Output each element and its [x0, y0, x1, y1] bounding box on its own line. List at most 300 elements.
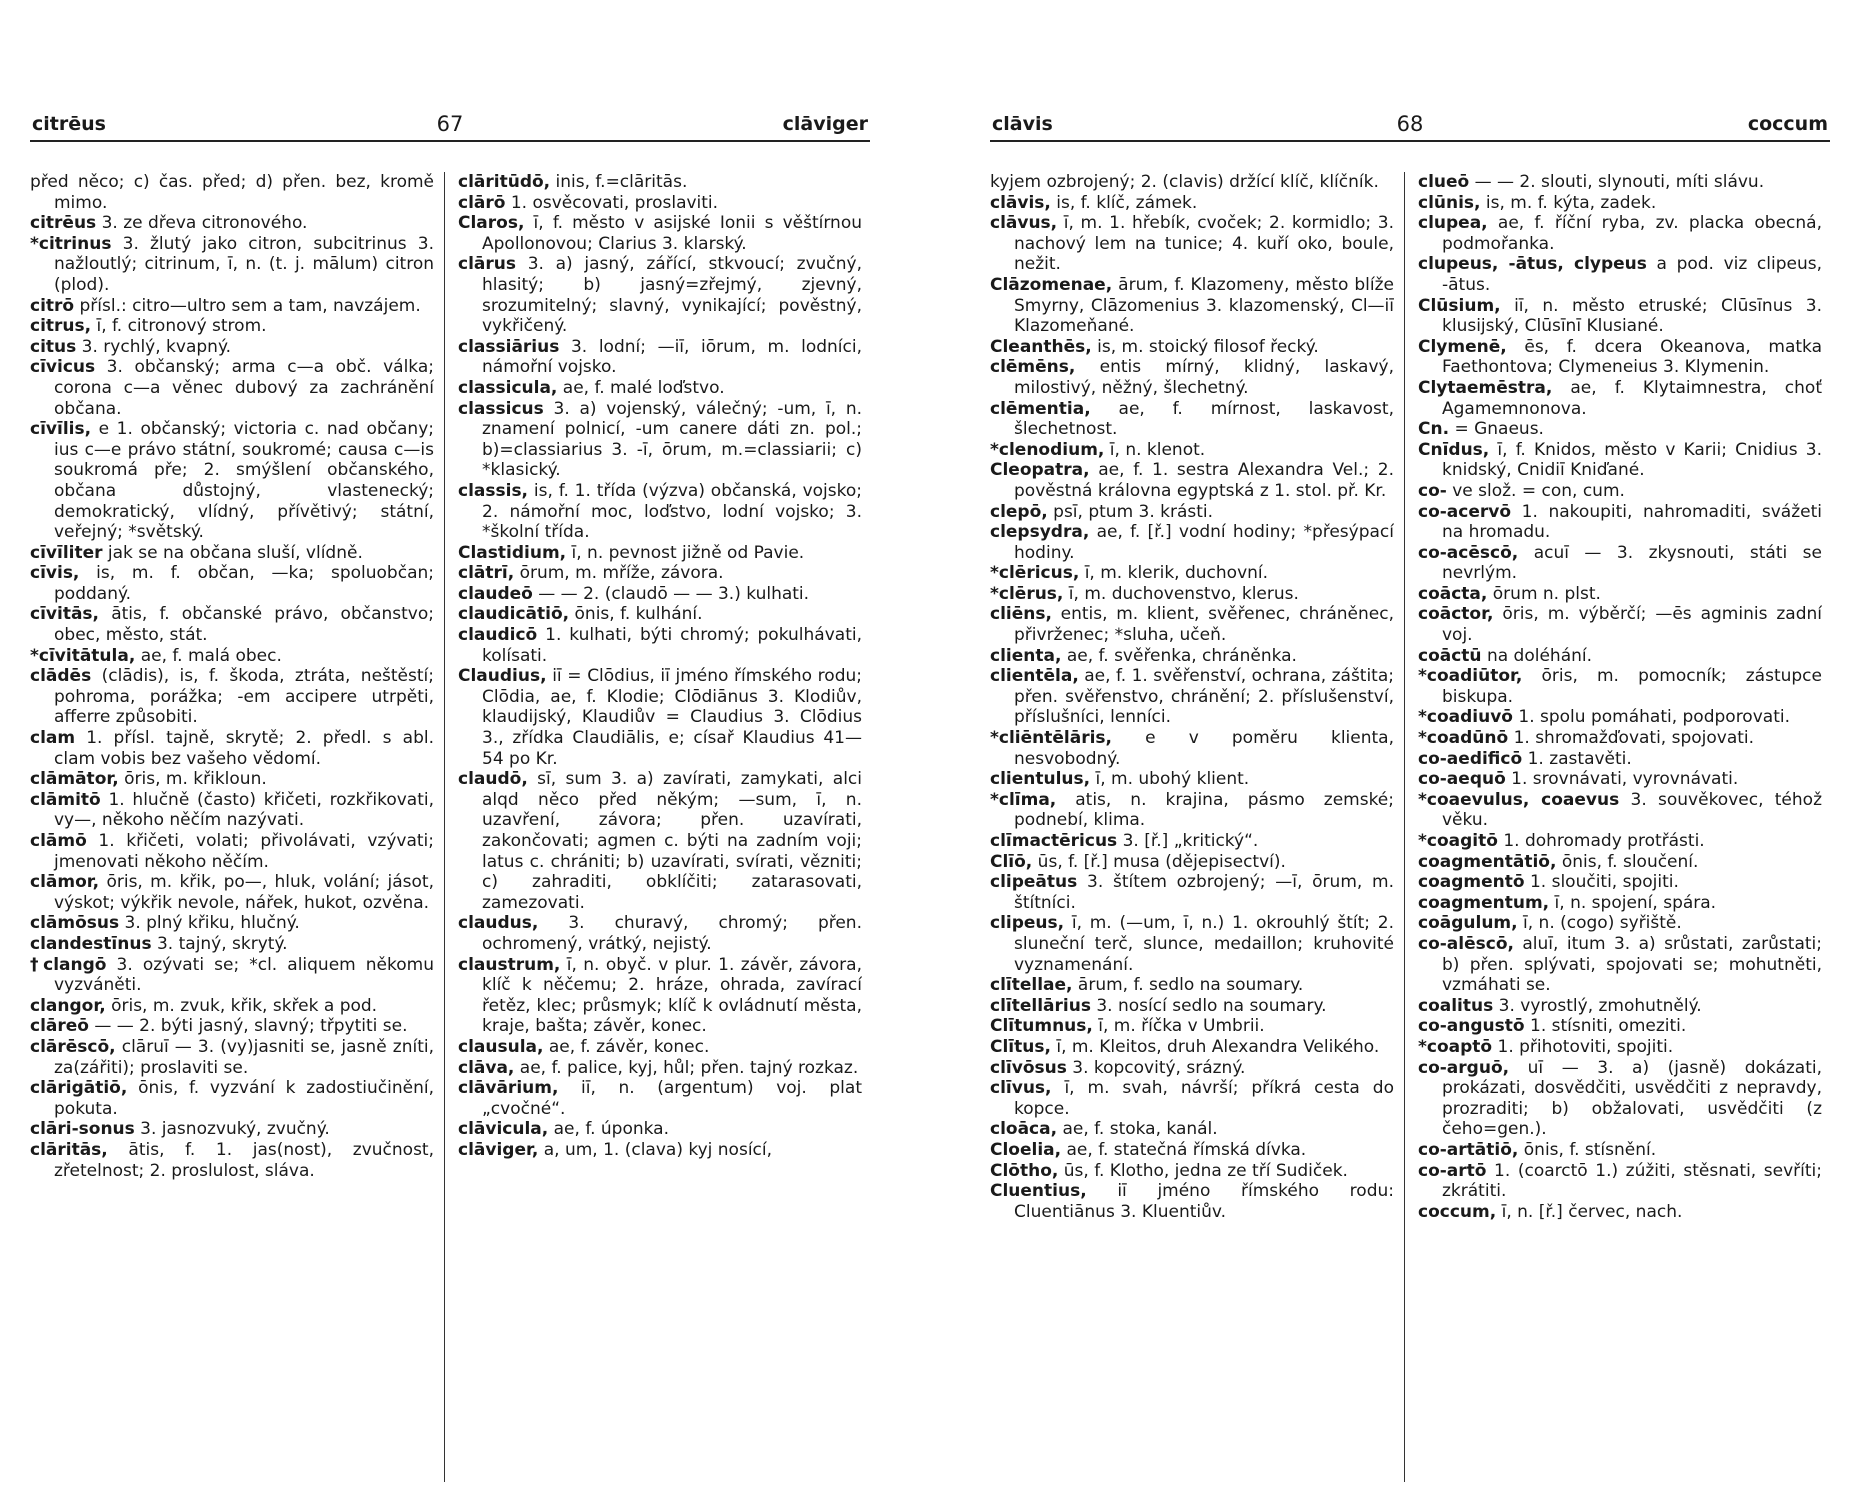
definition: ōris, m. pomocník; zástupce biskupa. [1442, 666, 1822, 707]
headword: clausula, [458, 1036, 544, 1057]
definition: 3. ozývati se; *cl. aliquem někomu vyzváněti. [54, 954, 434, 996]
dictionary-entry [30, 1078, 434, 1119]
dictionary-entry [458, 769, 862, 913]
headword: coalitus [1418, 995, 1494, 1016]
dictionary-entry [458, 172, 862, 193]
dictionary-entry [30, 1140, 434, 1181]
headword: clientulus, [990, 769, 1091, 790]
headword: Clūsium, [1418, 295, 1501, 316]
definition: sī, sum 3. a) zavírati, zamykati, alci alqd něco před někým; —sum, ī, n. uzavření, závora; přen. uzavírati, zakončovati; agmen c. býti na zadním voji; latus c. chrániti; b) uzavírati, svírati, vězniti; c) zahraditi, obklíčiti; zatarasovati, zamezovati. [482, 769, 862, 913]
definition: uī — 3. a) (jasně) dokázati, prokázati, dosvědčiti, usvědčiti z nepravdy, prozraditi; b) obžalovati, usvědčiti (z čeho=gen.). [1442, 1057, 1822, 1140]
definition: ēs, f. dcera Okeanova, matka Faethontova; Clymeneius 3. Klymenin. [1442, 336, 1822, 378]
dictionary-entry [458, 543, 862, 564]
dictionary-entry [1418, 872, 1822, 893]
dictionary-entry [458, 378, 862, 399]
definition: přísl.: citro—ultro sem a tam, navzájem. [74, 295, 421, 316]
dictionary-entry [990, 1161, 1394, 1182]
definition: ī, m. svah, návrší; příkrá cesta do kopce. [1014, 1078, 1394, 1119]
definition: ae, f. malé loďstvo. [557, 377, 725, 398]
dictionary-entry [30, 934, 434, 955]
headword: claudō, [458, 769, 528, 790]
headword: classis, [458, 480, 529, 501]
headword: co-alēscō, [1418, 933, 1514, 954]
definition: 1. přihotoviti, spojiti. [1492, 1036, 1674, 1057]
headword: *coadiuvō [1418, 707, 1513, 728]
dictionary-entry [990, 996, 1394, 1017]
column-right [1418, 172, 1822, 1482]
definition: 3. a) jasný, zářící, stkvoucí; zvučný, hlasitý; b) jasný=zřejmý, zjevný, srozumitelný; slavný, vynikající; pověstný, vykřičený. [482, 254, 862, 337]
headword: claudus, [458, 913, 539, 934]
headword: classicus [458, 398, 544, 419]
definition: ī, n. klenot. [1104, 439, 1206, 460]
headword: Cluentius, [990, 1181, 1087, 1202]
headword: coagmentātiō, [1418, 851, 1557, 872]
headword: co-artō [1418, 1160, 1487, 1181]
headword: Cloelia, [990, 1139, 1062, 1160]
headword: Clastidium, [458, 542, 567, 563]
dictionary-entry [30, 790, 434, 831]
headword: clātrī, [458, 563, 515, 584]
dictionary-entry [30, 955, 434, 996]
dictionary-entry [458, 337, 862, 378]
definition: ae, f. závěr, konec. [543, 1036, 710, 1057]
headword: claudicō [458, 625, 538, 646]
dictionary-entry [1418, 543, 1822, 584]
definition: is, f. 1. třída (výzva) občanská, vojsko; 2. námořní moc, loďstvo, lodní vojsko; 3. *školní třída. [482, 480, 862, 543]
headword: clāmor, [30, 872, 100, 893]
definition: inis, f.=clāritās. [550, 172, 688, 192]
headword: claudeō [458, 583, 533, 604]
dictionary-entry [30, 646, 434, 667]
dictionary-entry [1418, 707, 1822, 728]
dictionary-entry [458, 666, 862, 769]
column-left [30, 172, 434, 1482]
headword: clīvus, [990, 1078, 1052, 1099]
headword: clandestīnus [30, 933, 152, 954]
definition: ī, m. 1. hřebík, cvoček; 2. kormidlo; 3. nachový lem na tunice; 4. kuří oko, boule, nežit. [1014, 213, 1394, 275]
dictionary-entry [1418, 749, 1822, 770]
dictionary-entry [990, 646, 1394, 667]
definition: a, um, 1. (clava) kyj nosící, [538, 1139, 773, 1160]
headword: clāritās, [30, 1139, 108, 1160]
running-head [990, 110, 1830, 142]
definition: ae, f. úponka. [548, 1119, 669, 1140]
headword: clāmātor, [30, 769, 119, 790]
guide-word-last: coccum [1747, 113, 1828, 135]
dictionary-entry [458, 1058, 862, 1079]
headword: *coadiūtor, [1418, 666, 1523, 687]
definition: aluī, itum 3. a) srůstati, zarůstati; b) přen. splývati, spojovati se; mohutněti, vzmáhati se. [1442, 933, 1822, 996]
definition: jak se na občana sluší, vlídně. [102, 542, 363, 563]
dictionary-entry [458, 625, 862, 666]
definition: 3. rychlý, kvapný. [76, 336, 231, 357]
headword: cliēns, [990, 604, 1052, 625]
definition: = Gnaeus. [1449, 419, 1544, 440]
dictionary-entry [990, 913, 1394, 975]
headword: *coaptō [1418, 1036, 1493, 1057]
dictionary-entry [1418, 1140, 1822, 1161]
definition: 1. dohromady protřásti. [1497, 831, 1705, 851]
headword: co- [1418, 480, 1447, 501]
definition: ōrum n. plst. [1487, 583, 1601, 604]
dictionary-entry [1418, 728, 1822, 749]
dictionary-entry [30, 604, 434, 645]
dictionary-entry [1418, 1037, 1822, 1058]
definition: 3. jasnozvuký, zvučný. [134, 1119, 330, 1140]
definition: ae, f. palice, kyj, hůl; přen. tajný rozkaz. [514, 1057, 859, 1078]
definition: 3. souvěkovec, téhož věku. [1442, 789, 1822, 831]
dictionary-entry [458, 604, 862, 625]
guide-word-first: citrēus [32, 113, 106, 135]
definition: ī, f. město v asijské Ionii s věštírnou Apollonovou; Clarius 3. klarský. [482, 213, 862, 254]
dictionary-entry [990, 1119, 1394, 1140]
dictionary-entry [990, 975, 1394, 996]
headword: †clangō [30, 954, 107, 975]
definition: 1. osvěcovati, proslaviti. [505, 192, 719, 213]
running-head [30, 110, 870, 142]
dictionary-entry [458, 481, 862, 543]
headword: Clytaemēstra, [1418, 377, 1553, 398]
dictionary-entry [30, 913, 434, 934]
dictionary-entry [30, 563, 434, 604]
headword: coagmentō [1418, 872, 1525, 893]
dictionary-entry [30, 1016, 434, 1037]
dictionary-entry [458, 254, 862, 336]
dictionary-entry [990, 1140, 1394, 1161]
dictionary-entry [990, 1037, 1394, 1058]
page-67 [30, 110, 870, 1490]
dictionary-entry [30, 728, 434, 769]
headword: clāmitō [30, 789, 101, 810]
definition: 3. občanský; arma c—a obč. válka; corona c—a věnec dubový za zachránění občana. [54, 357, 434, 419]
definition: 1. shromažďovati, spojovati. [1508, 728, 1755, 749]
dictionary-entry [1418, 378, 1822, 419]
definition: ōnis, f. vyzvání k zadostiučinění, pokuta. [54, 1078, 434, 1119]
headword: clāva, [458, 1057, 515, 1078]
headword: clīvōsus [990, 1057, 1067, 1078]
headword: citrēus [30, 213, 97, 234]
headword: Cleanthēs, [990, 336, 1092, 357]
definition: ve slož. = con, cum. [1446, 480, 1625, 501]
definition: 3. ze dřeva citronového. [96, 213, 308, 234]
dictionary-entry [1418, 254, 1822, 295]
headword: clāritūdō, [458, 172, 551, 192]
definition: a pod. viz clipeus, -ātus. [1442, 254, 1822, 295]
guide-word-first: clāvis [992, 113, 1053, 135]
definition: před něco; c) čas. před; d) přen. bez, kromě mimo. [30, 172, 434, 213]
dictionary-entry [1418, 1058, 1822, 1140]
definition: ātis, f. občanské právo, občanstvo; obec, město, stát. [54, 604, 434, 646]
definition: is, m. f. kýta, zadek. [1480, 192, 1657, 213]
dictionary-entry [1418, 769, 1822, 790]
definition: 3. štítem ozbrojený; —ī, ōrum, m. štítníci. [1014, 872, 1394, 913]
dictionary-entry [1418, 1202, 1822, 1223]
definition: ī, m. klerik, duchovní. [1079, 563, 1269, 584]
dictionary-entry [1418, 604, 1822, 645]
dictionary-entry [458, 584, 862, 605]
headword: *citrinus [30, 233, 112, 254]
headword: clāmō [30, 831, 87, 851]
dictionary-entry [1418, 502, 1822, 543]
page-number: 68 [1396, 112, 1424, 136]
headword: Claudius, [458, 666, 547, 687]
headword: clārēscō, [30, 1036, 116, 1057]
headword: clientēla, [990, 666, 1079, 687]
definition: ae, f. statečná římská dívka. [1061, 1139, 1307, 1160]
definition: atis, n. krajina, pásmo zemské; podnebí, klima. [1014, 789, 1394, 831]
dictionary-entry [990, 790, 1394, 831]
headword: Clītus, [990, 1036, 1051, 1057]
definition: ae, f. stoka, kanál. [1057, 1119, 1218, 1140]
page-number: 67 [436, 112, 464, 136]
dictionary-entry [990, 666, 1394, 728]
headword: clēmentia, [990, 398, 1091, 419]
dictionary-entry [1418, 1016, 1822, 1037]
dictionary-entry [1418, 337, 1822, 378]
headword: clītellārius [990, 995, 1091, 1016]
definition: ī, n. [ř.] červec, nach. [1496, 1201, 1683, 1222]
dictionary-entry [30, 872, 434, 913]
definition: 1. sloučiti, spojiti. [1524, 872, 1679, 893]
headword: coāgulum, [1418, 913, 1518, 934]
definition: 1. křičeti, volati; přivolávati, vzývati; jmenovati někoho něčím. [54, 831, 434, 872]
dictionary-entry [1418, 172, 1822, 193]
dictionary-entry [1418, 913, 1822, 934]
headword: co-aedificō [1418, 748, 1523, 769]
headword: clāviger, [458, 1139, 539, 1160]
headword: clupeus, -ātus, clypeus [1418, 254, 1647, 275]
headword: clāri-sonus [30, 1119, 135, 1140]
definition: 3. lodní; —iī, iōrum, m. lodníci, námořní vojsko. [482, 336, 862, 378]
headword: clārigātiō, [30, 1078, 128, 1099]
definition: na doléhání. [1481, 645, 1593, 666]
dictionary-entry [990, 172, 1394, 193]
headword: clipeus, [990, 913, 1065, 934]
definition: ae, f. mírnost, laskavost, šlechetnost. [1014, 398, 1394, 440]
dictionary-entry [30, 419, 434, 543]
dictionary-entry [458, 563, 862, 584]
definition: 1. přísl. tajně, skrytě; 2. předl. s abl. clam vobis bez vašeho vědomí. [54, 728, 434, 769]
dictionary-entry [1418, 790, 1822, 831]
definition: iī, n. město etruské; Clūsīnus 3. klusijský, Clūsīnī Klusiané. [1442, 295, 1822, 337]
definition: ī, f. Knidos, město v Karii; Cnidius 3. knidský, Cnidiī Kniďané. [1442, 439, 1822, 481]
dictionary-entry [990, 502, 1394, 523]
dictionary-entry [990, 584, 1394, 605]
definition: 1. stísniti, omeziti. [1524, 1016, 1687, 1037]
dictionary-entry [1418, 666, 1822, 707]
definition: 1. hlučně (často) křičeti, rozkřikovati, vy—, někoho něčím nazývati. [54, 789, 434, 831]
definition: 1. srovnávati, vyrovnávati. [1505, 769, 1739, 790]
headword: *coadūnō [1418, 728, 1509, 749]
definition: 3. vyrostlý, zmohutnělý. [1493, 995, 1702, 1016]
dictionary-entry [990, 1016, 1394, 1037]
headword: Clōtho, [990, 1160, 1059, 1181]
headword: clādēs [30, 666, 92, 687]
headword: *clēricus, [990, 563, 1080, 584]
definition: ī, f. citronový strom. [91, 316, 267, 337]
headword: Cn. [1418, 419, 1450, 440]
dictionary-entry [30, 666, 434, 728]
definition: entis mírný, klidný, laskavý, milostivý, něžný, šlechetný. [1014, 357, 1394, 398]
headword: clāreō [30, 1016, 89, 1037]
dictionary-entry [458, 213, 862, 254]
dictionary-entry [1418, 193, 1822, 214]
headword: citrō [30, 295, 75, 316]
definition: ūs, f. [ř.] musa (dějepisectví). [1032, 851, 1286, 872]
definition: iī, n. (argentum) voj. plat „cvočné“. [482, 1078, 862, 1119]
headword: clepō, [990, 501, 1048, 522]
column-divider [1404, 172, 1405, 1482]
definition: 1. zastavěti. [1522, 748, 1632, 769]
dictionary-entry [30, 831, 434, 872]
headword: citus [30, 336, 77, 357]
headword: clipeātus [990, 872, 1078, 893]
definition: is, f. klíč, zámek. [1050, 192, 1198, 213]
dictionary-entry [990, 1058, 1394, 1079]
dictionary-entry [30, 1037, 434, 1078]
dictionary-entry [990, 193, 1394, 214]
definition: ī, m. duchovenstvo, klerus. [1063, 583, 1299, 604]
column-left [990, 172, 1394, 1482]
definition: 3. tajný, skrytý. [151, 933, 288, 954]
definition: iī jméno římského rodu: Cluentiānus 3. Kluentiův. [1014, 1181, 1394, 1222]
headword: clāvārium, [458, 1078, 559, 1099]
dictionary-entry [30, 213, 434, 234]
definition: kyjem ozbrojený; 2. (clavis) držící klíč, klíčník. [990, 172, 1379, 192]
definition: ae, f. svěřenka, chráněnka. [1061, 645, 1297, 666]
definition: ī, m. říčka v Umbrii. [1092, 1016, 1265, 1037]
column-right [458, 172, 862, 1482]
dictionary-entry [1418, 213, 1822, 254]
headword: Cnīdus, [1418, 439, 1490, 460]
dictionary-entry [990, 440, 1394, 461]
dictionary-entry [30, 543, 434, 564]
definition: ae, f. malá obec. [135, 645, 282, 666]
dictionary-entry [30, 996, 434, 1017]
headword: cīvis, [30, 563, 80, 584]
dictionary-entry [30, 316, 434, 337]
dictionary-entry [990, 604, 1394, 645]
definition: entis, m. klient, svěřenec, chráněnec, přivrženec; *sluha, učeň. [1014, 604, 1394, 646]
headword: coācta, [1418, 583, 1488, 604]
dictionary-entry [458, 1078, 862, 1119]
headword: cloāca, [990, 1119, 1058, 1140]
dictionary-entry [30, 769, 434, 790]
definition: ōrum, m. mříže, závora. [514, 563, 724, 584]
definition: 1. (coarctō 1.) zúžiti, stěsnati, sevříti; zkrátiti. [1442, 1160, 1822, 1202]
headword: clupea, [1418, 213, 1488, 234]
headword: cīvīlis, [30, 419, 92, 440]
definition: 1. spolu pomáhati, podporovati. [1512, 707, 1790, 728]
headword: clāmōsus [30, 913, 120, 934]
dictionary-entry [990, 357, 1394, 398]
definition: ae, f. 1. svěřenství, ochrana, záštita; přen. svěřenstvo, chránění; 2. příslušenství, příslušníci, lenníci. [1014, 666, 1394, 728]
headword: Clītumnus, [990, 1016, 1093, 1037]
definition: ī, n. (cogo) syřiště. [1517, 913, 1682, 934]
definition: — — 2. býti jasný, slavný; třpytiti se. [88, 1016, 408, 1037]
definition: ae, f. říční ryba, zv. placka obecná, podmořanka. [1442, 213, 1822, 254]
dictionary-entry [1418, 419, 1822, 440]
headword: clueō [1418, 172, 1470, 192]
dictionary-entry [1418, 934, 1822, 996]
dictionary-entry [990, 831, 1394, 852]
definition: ōris, m. křikloun. [118, 769, 267, 790]
definition: 1. kulhati, býti chromý; pokulhávati, kolísati. [482, 625, 862, 666]
dictionary-entry [458, 913, 862, 954]
headword: cīvicus [30, 357, 96, 378]
definition: 3. a) vojenský, válečný; -um, ī, n. znamení polnicí, -um canere dáti zn. pol.; b)=classiarius 3. -ī, ōrum, m.=classiarii; c) *klasický. [482, 398, 862, 481]
dictionary-entry [1418, 646, 1822, 667]
headword: clītellae, [990, 975, 1073, 996]
headword: coagmentum, [1418, 892, 1550, 913]
dictionary-entry [30, 337, 434, 358]
headword: co-acēscō, [1418, 542, 1519, 563]
headword: Cleopatra, [990, 460, 1090, 481]
column-divider [444, 172, 445, 1482]
dictionary-entry [1418, 481, 1822, 502]
definition: is, m. stoický filosof řecký. [1091, 336, 1319, 357]
headword: *coagitō [1418, 831, 1498, 851]
definition: 1. nakoupiti, nahromaditi, svážeti na hromadu. [1442, 501, 1822, 543]
definition: 3. plný křiku, hlučný. [119, 913, 300, 934]
headword: clepsydra, [990, 522, 1090, 543]
dictionary-entry [990, 399, 1394, 440]
headword: co-acervō [1418, 501, 1512, 522]
headword: *clenodium, [990, 439, 1105, 460]
headword: clīmactēricus [990, 831, 1118, 851]
guide-word-last: clāviger [782, 113, 868, 135]
dictionary-entry [458, 1037, 862, 1058]
definition: ōris, m. výběrčí; —ēs agminis zadní voj. [1442, 604, 1822, 646]
dictionary-entry [990, 852, 1394, 873]
dictionary-entry [990, 522, 1394, 563]
headword: clārō [458, 192, 506, 213]
definition: ae, f. 1. sestra Alexandra Vel.; 2. pověstná královna egyptská z 1. stol. př. Kr. [1014, 460, 1394, 501]
definition: psī, ptum 3. krásti. [1047, 501, 1214, 522]
definition: e 1. občanský; victoria c. nad občany; ius c—e právo státní, soukromé; causa c—is soukromá pře; 2. smýšlení občanského, občana důstojný, vlastenecký; demokratický, vlídný, přívětivý; státní, veřejný; *světský. [54, 419, 434, 543]
dictionary-entry [1418, 831, 1822, 852]
definition: ārum, f. sedlo na soumary. [1072, 975, 1304, 996]
headword: clāvicula, [458, 1119, 549, 1140]
headword: clūnis, [1418, 192, 1481, 213]
dictionary-entry [30, 1119, 434, 1140]
headword: clienta, [990, 645, 1062, 666]
headword: classicula, [458, 377, 558, 398]
definition: 3. nosící sedlo na soumary. [1090, 995, 1327, 1016]
dictionary-entry [990, 1078, 1394, 1119]
dictionary-entry [30, 296, 434, 317]
definition: (clādis), is, f. škoda, ztráta, neštěstí; pohroma, porážka; -em accipere utrpěti, afferre způsobiti. [54, 666, 434, 728]
dictionary-entry [1418, 584, 1822, 605]
dictionary-entry [1418, 1161, 1822, 1202]
definition: ī, n. pevnost jižně od Pavie. [566, 542, 805, 563]
headword: Clāzomenae, [990, 274, 1113, 295]
dictionary-entry [1418, 852, 1822, 873]
definition: ī, n. spojení, spára. [1549, 892, 1717, 913]
dictionary-entry [458, 399, 862, 481]
definition: ōris, m. křik, po—, hluk, volání; jásot, výskot; výkřik nevole, nářek, hukot, ozvěna. [54, 872, 434, 913]
dictionary-entry [990, 769, 1394, 790]
definition: — — 2. (claudō — — 3.) kulhati. [532, 583, 810, 604]
dictionary-entry [990, 213, 1394, 275]
headword: *cīvitātula, [30, 645, 136, 666]
page-68 [990, 110, 1830, 1490]
dictionary-entry [990, 563, 1394, 584]
definition: 3. žlutý jako citron, subcitrinus 3. nažloutlý; citrinum, ī, n. (t. j. mālum) citron (plod). [54, 233, 434, 295]
definition: e v poměru klienta, nesvobodný. [1014, 728, 1394, 769]
definition: ae, f. Klytaimnestra, choť Agamemnonova. [1442, 377, 1822, 419]
dictionary-entry [990, 337, 1394, 358]
